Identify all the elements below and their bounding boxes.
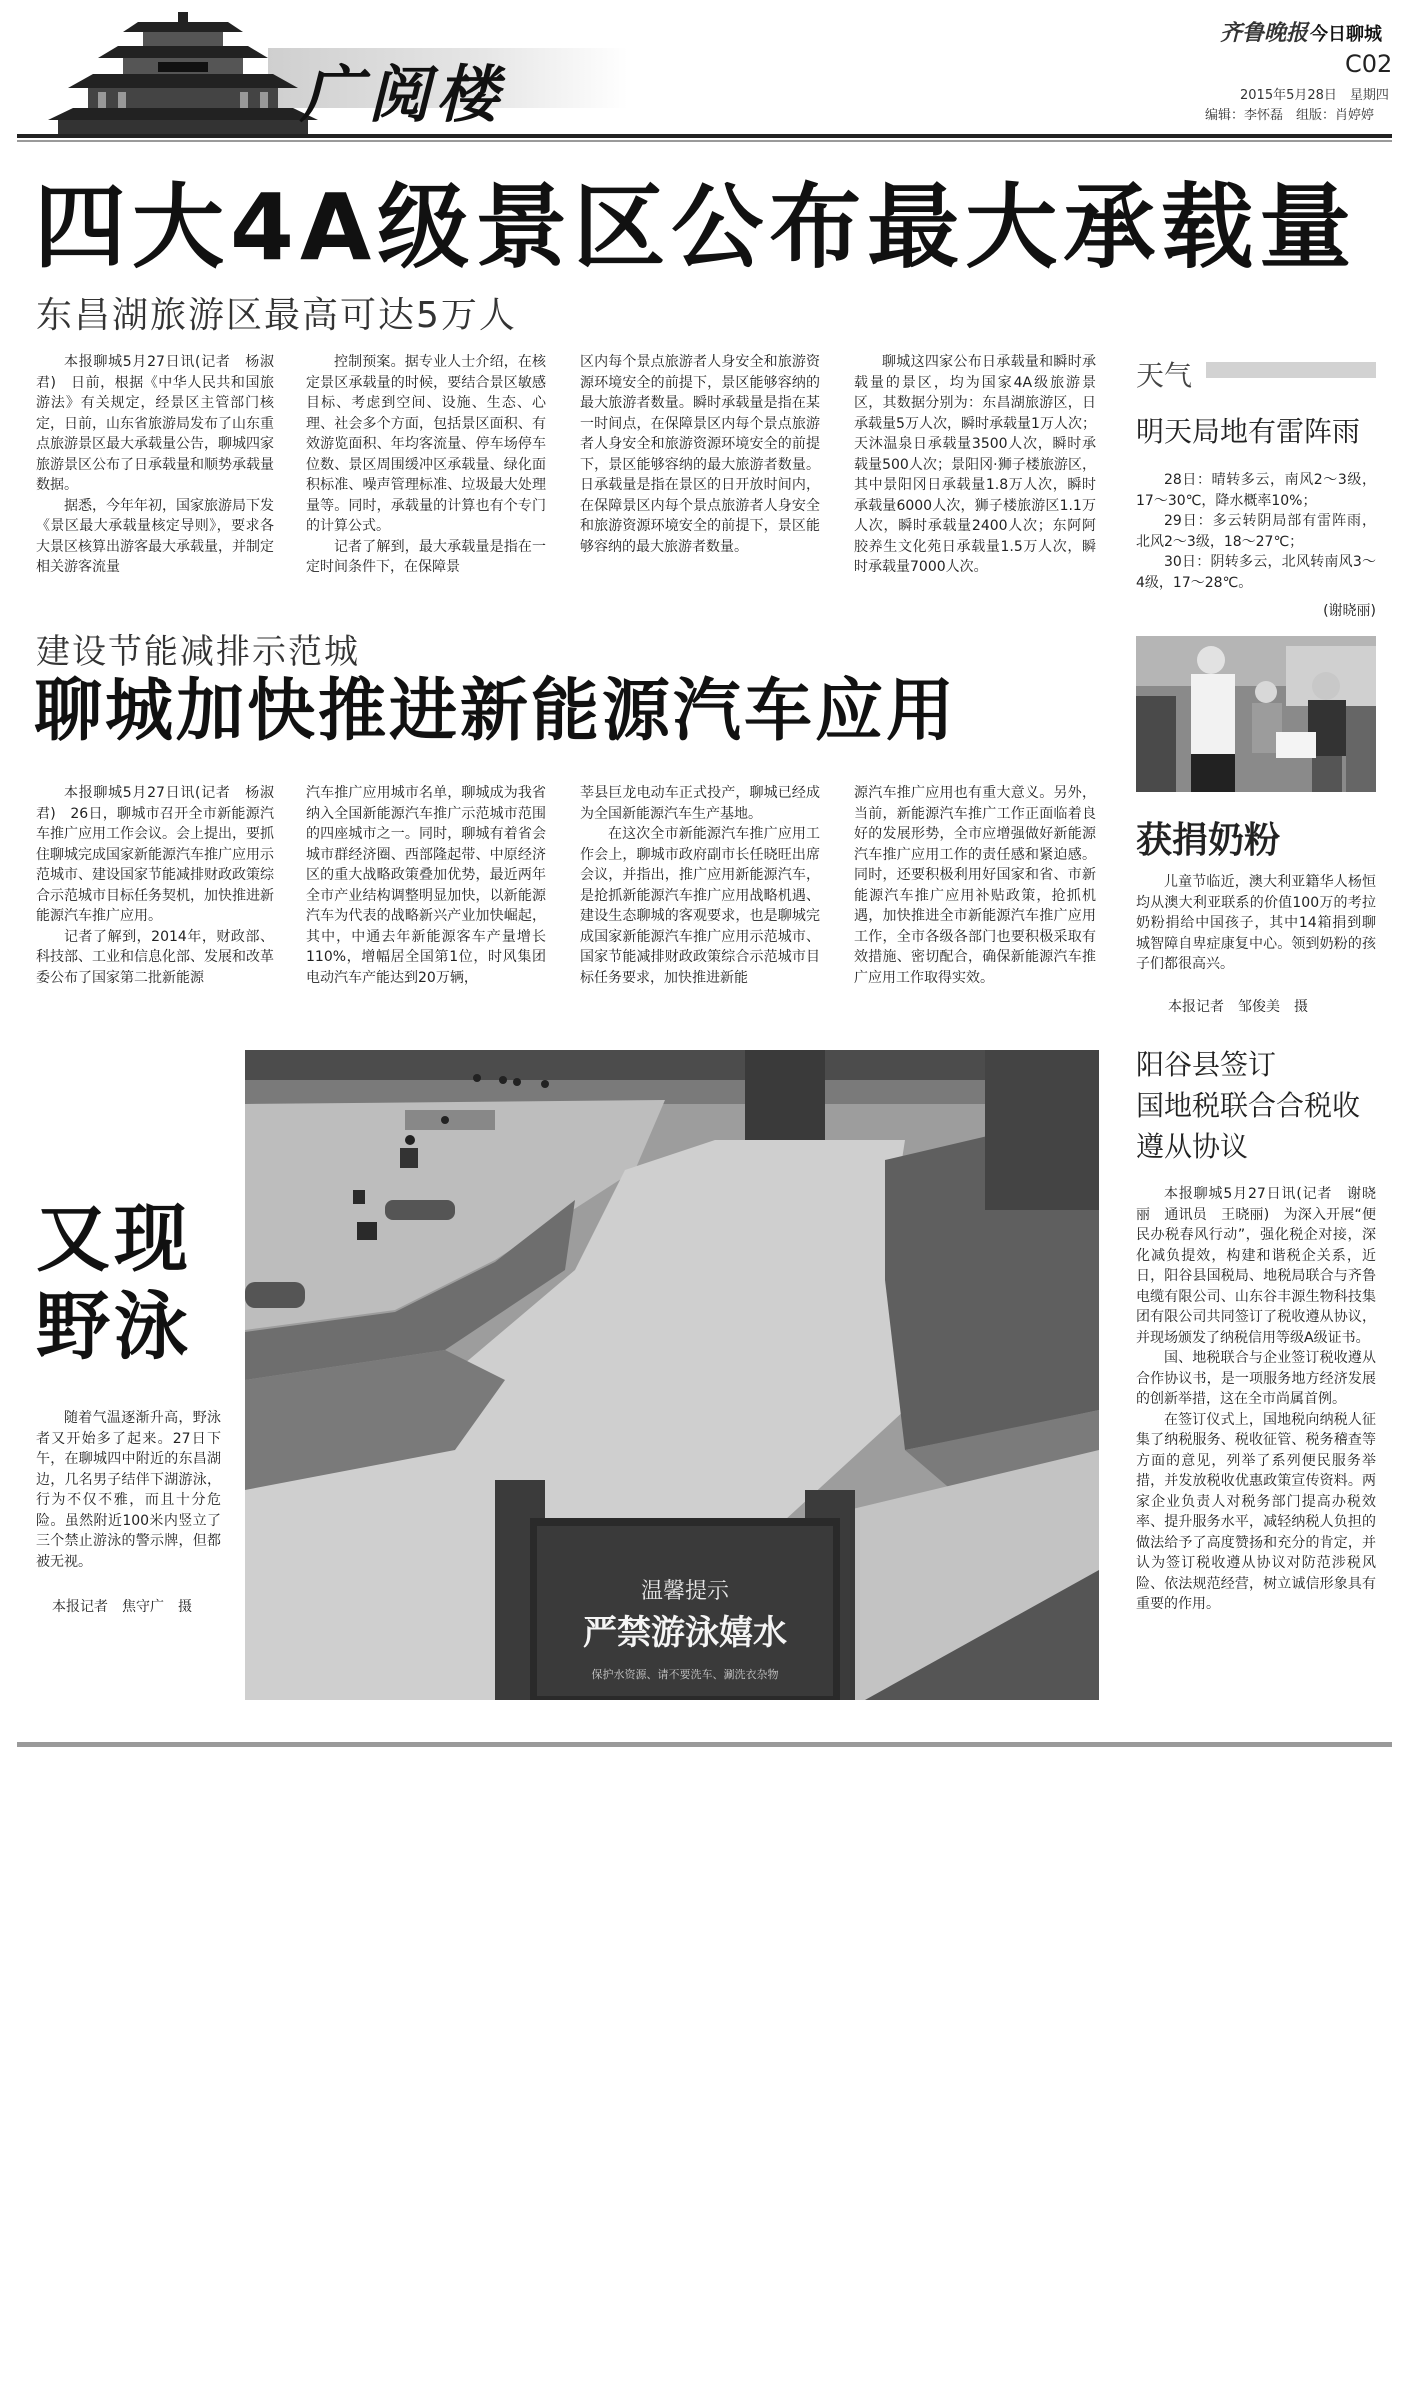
- lead-subhead: 东昌湖旅游区最高可达5万人: [36, 295, 517, 336]
- swim-headline: [36, 1195, 192, 1371]
- weather-headline: 明天局地有雷阵雨: [1136, 415, 1361, 448]
- ev-column-3: [580, 783, 820, 988]
- swim-headline-line1: 又现: [36, 1196, 192, 1282]
- lead-column-2: [306, 352, 546, 578]
- paper-name: 齐鲁晚报: [1220, 20, 1309, 46]
- bottom-rule: [17, 1742, 1392, 1747]
- tax-headline: [1136, 1044, 1360, 1167]
- tax-headline-line2: 国地税联合合税收: [1136, 1089, 1361, 1122]
- lead-column-4: [854, 352, 1096, 578]
- sign-small-text: 保护水资源、请不要洗车、涮洗衣杂物: [591, 1668, 779, 1681]
- milk-donation-photo: [1136, 636, 1376, 792]
- lead-headline: 四大4A级景区公布最大承载量: [34, 174, 1358, 281]
- ev-column-1: [36, 783, 274, 988]
- lead-column-3: [580, 352, 820, 557]
- ev-kicker: 建设节能减排示范城: [36, 632, 360, 672]
- lead-col1-p1: 本报聊城5月27日讯(记者 杨淑君) 日前，根据《中华人民共和国旅游法》有关规定，经景区主管部门核定，日前，山东省旅游局发布了山东重点旅游景区最大承载量公告，聊城四家旅游景区公布了日承载量和顺势承载量数据。: [36, 354, 274, 493]
- ev-col1-p2: 记者了解到，2014年，财政部、科技部、工业和信息化部、发展和改革委公布了国家第二批新能源: [36, 928, 274, 986]
- tax-p1: 本报聊城5月27日讯(记者 谢晓丽 通讯员 王晓丽) 为深入开展“便民办税春风行动”，强化税企对接，深化减负提效，构建和谐税企关系，近日，阳谷县国税局、地税局联合与齐鲁电缆有限公司、山东谷丰源生物科技集团有限公司共同签订了税收遵从协议，并现场颁发了纳税信用等级A级证书。: [1136, 1186, 1376, 1346]
- swim-headline-line2: 野泳: [36, 1284, 192, 1370]
- ev-col4-p1: 源汽车推广应用也有重大意义。另外，当前，新能源汽车推广工作正面临着良好的发展形势，全市应增强做好新能源汽车推广应用工作的责任感和紧迫感。同时，还要积极利用好国家和省、市新能源汽车推广应用补贴政策，抢抓机遇，加快推进全市新能源汽车推广应用工作，全市各级各部门也要积极采取有效措施、密切配合，确保新能源汽车推广应用工作取得实效。: [854, 785, 1096, 986]
- lead-col2-p2: 记者了解到，最大承载量是指在一定时间条件下，在保障景: [306, 538, 546, 575]
- weather-label-bar: [1206, 362, 1376, 378]
- ev-col1-p1: 本报聊城5月27日讯(记者 杨淑君) 26日，聊城市召开全市新能源汽车推广应用工作会议。会上提出，要抓住聊城完成国家新能源汽车推广应用示范城市、建设国家节能减排财政政策综合示范城市目标任务契机，加快推进新能源汽车推广应用。: [36, 785, 274, 924]
- lead-col2-p1: 控制预案。据专业人士介绍，在核定景区承载量的时候，要结合景区敏感目标、考虑到空间、设施、生态、心理、社会多个方面，包括景区面积、有效游览面积、年均客流量、停车场停车位数、景区周围缓冲区承载量、绿化面积标准、噪声管理标准、垃圾最大处理量等。同时，承载量的计算也有个专门的计算公式。: [306, 354, 546, 534]
- masthead-rule-thin: [17, 140, 1392, 142]
- tax-body: [1136, 1184, 1376, 1615]
- ev-col2-p1: 汽车推广应用城市名单，聊城成为我省纳入全国新能源汽车推广示范城市范围的四座城市之一。同时，聊城有着省会城市群经济圈、西部隆起带、中原经济区的重大战略政策叠加优势，最近两年全市产业结构调整明显加快，以新能源汽车为代表的战略新兴产业加快崛起，其中，中通去年新能源客车产量增长110%，增幅居全国第1位，时风集团电动汽车产能达到20万辆，: [306, 785, 546, 986]
- page-number: C02: [1345, 50, 1393, 78]
- milk-body: 儿童节临近，澳大利亚籍华人杨恒均从澳大利亚联系的价值100万的考拉奶粉捐给中国孩子，其中14箱捐到聊城智障自卑症康复中心。领到奶粉的孩子们都很高兴。: [1136, 874, 1376, 972]
- lead-col1-p2: 据悉，今年年初，国家旅游局下发《景区最大承载量核定导则》，要求各大景区核算出游客最大承载量，并制定相关游客流量: [36, 497, 274, 575]
- weather-line-30: 30日：阴转多云，北风转南风3～4级，17～28℃。: [1136, 554, 1376, 591]
- tax-headline-line3: 遵从协议: [1136, 1130, 1249, 1163]
- ev-col3-p1: 莘县巨龙电动车正式投产，聊城已经成为全国新能源汽车生产基地。: [580, 785, 820, 822]
- milk-credit: 本报记者 邹俊美 摄: [1168, 999, 1308, 1015]
- tax-p2: 国、地税联合与企业签订税收遵从合作协议书，是一项服务地方经济发展的创新举措，这在全市尚属首例。: [1136, 1350, 1376, 1407]
- lead-column-1: [36, 352, 274, 578]
- tax-p3: 在签订仪式上，国地税向纳税人征集了纳税服务、税收征管、税务稽查等方面的意见，列举了系列便民服务举措，并发放税收优惠政策宣传资料。两家企业负责人对税务部门提高办税效率、提升服务水平，减轻纳税人负担的做法给予了高度赞扬和充分的肯定，并认为签订税收遵从协议对防范涉税风险、依法规范经营，树立诚信形象具有重要的作用。: [1136, 1411, 1376, 1612]
- weather-credit: (谢晓丽): [1323, 603, 1376, 619]
- lead-col4-p1: 聊城这四家公布日承载量和瞬时承载量的景区，均为国家4A级旅游景区，其数据分别为：东昌湖旅游区，日承载量5万人次，瞬时承载量1万人次；天沐温泉日承载量3500人次，瞬时承载量500人次；景阳冈·狮子楼旅游区，其中景阳冈日承载量1.8万人次，瞬时承载量6000人次，狮子楼旅游区1.1万人次，瞬时承载量2400人次；东阿阿胶养生文化苑日承载量1.5万人次，瞬时承载量7000人次。: [854, 354, 1096, 575]
- date-line: 2015年5月28日 星期四: [1240, 88, 1389, 103]
- weather-line-28: 28日：晴转多云，南风2～3级，17～30℃，降水概率10%；: [1136, 472, 1376, 509]
- ev-headline: 聊城加快推进新能源汽车应用: [34, 672, 958, 751]
- weather-line-29: 29日：多云转阴局部有雷阵雨，北风2～3级，18～27℃；: [1136, 513, 1376, 550]
- section-title: 广阅楼: [300, 58, 505, 131]
- editor-line: 编辑：李怀磊 组版：肖婷婷: [1205, 108, 1375, 123]
- swim-credit: 本报记者 焦守广 摄: [52, 1599, 192, 1615]
- ev-col3-p2: 在这次全市新能源汽车推广应用工作会上，聊城市政府副市长任晓旺出席会议，并指出，推广应用新能源汽车，是抢抓新能源汽车推广应用战略机遇、建设生态聊城的客观要求，也是聊城完成国家新能源汽车推广应用示范城市、国家节能减排财政政策综合示范城市目标任务要求，加快推进新能: [580, 826, 820, 986]
- sign-top-text: 温馨提示: [640, 1579, 730, 1604]
- ev-column-4: [854, 783, 1096, 988]
- lake-swimming-photo: [245, 1050, 1099, 1700]
- swim-body: 随着气温逐渐升高，野泳者又开始多了起来。27日下午，在聊城四中附近的东昌湖边，几名男子结伴下湖游泳，行为不仅不雅，而且十分危险。虽然附近100米内竖立了三个禁止游泳的警示牌，但都被无视。: [36, 1410, 221, 1570]
- weather-forecast: [1136, 470, 1376, 622]
- paper-section-label: 今日聊城: [1310, 24, 1382, 45]
- tax-headline-line1: 阳谷县签订: [1136, 1048, 1277, 1081]
- lead-col3-p1: 区内每个景点旅游者人身安全和旅游资源环境安全的前提下，景区能够容纳的最大旅游者数量。瞬时承载量是指在某一时间点，在保障景区内每个景点旅游者人身安全和旅游资源环境安全的前提下，景区能够容纳的最大旅游者数量。日承载量是指在景区的日开放时间内，在保障景区内每个景点旅游者人身安全和旅游资源环境安全的前提下，景区能够容纳的最大旅游者数量。: [580, 354, 820, 555]
- milk-headline: 获捐奶粉: [1136, 820, 1281, 861]
- weather-label: 天气: [1136, 359, 1193, 392]
- masthead-rule: [17, 134, 1392, 138]
- ev-column-2: [306, 783, 546, 988]
- sign-main-text: 严禁游泳嬉水: [583, 1613, 787, 1653]
